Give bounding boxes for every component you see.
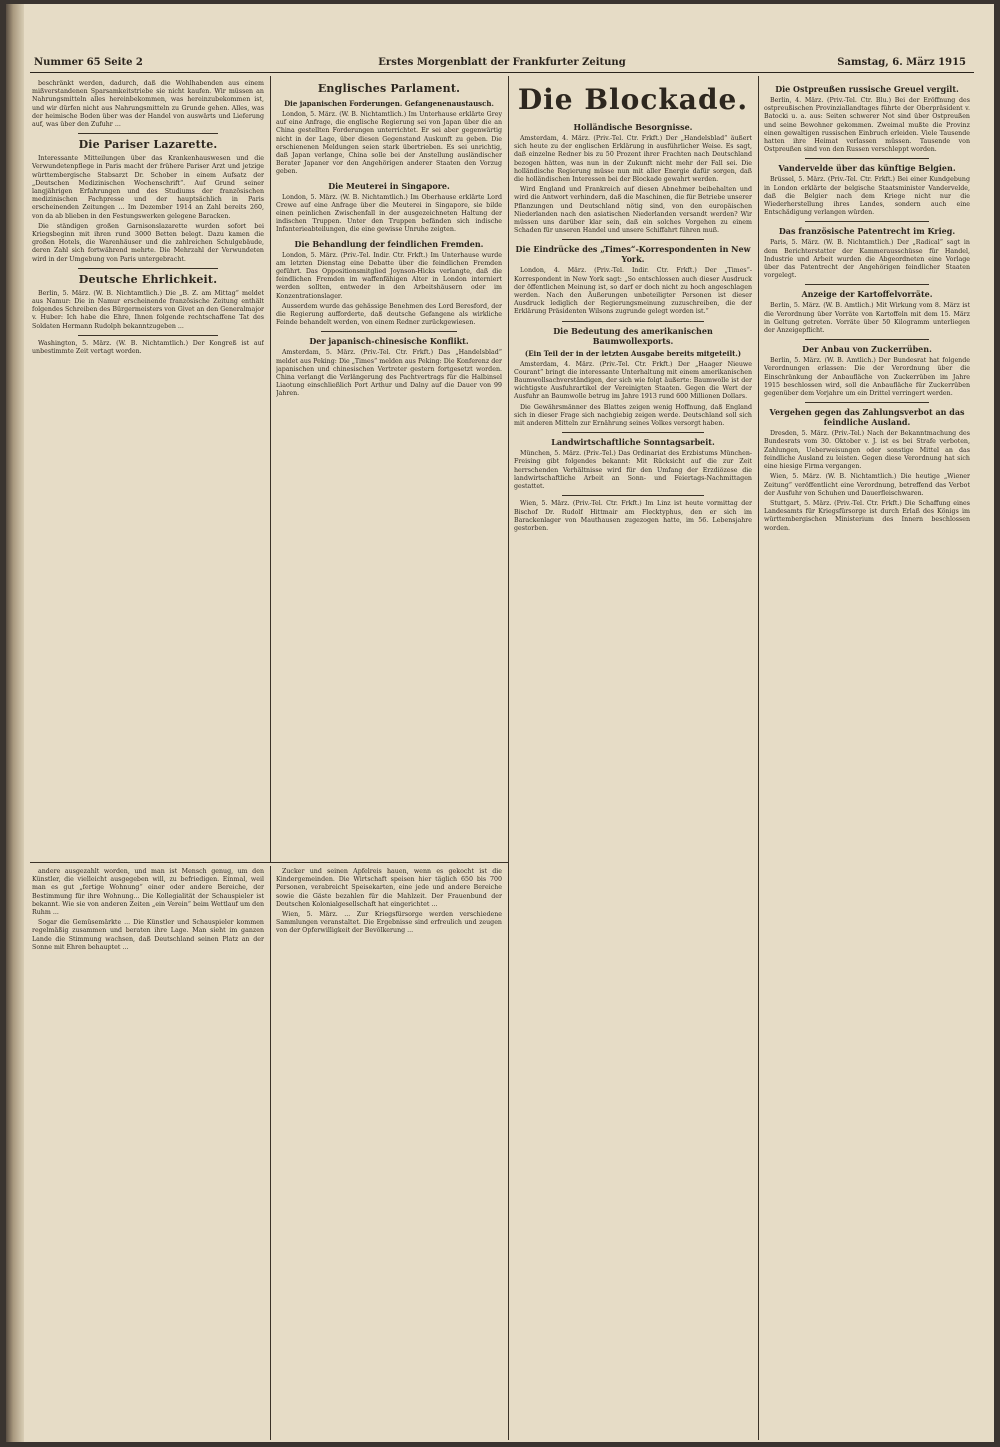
column-4 bbox=[764, 80, 970, 1438]
article-body: Wien, 5. März. (Priv.-Tel. Ctr. Frkft.) Im Linz ist heute vormittag der Bischof Dr. Rudolf Hittmair am Flecktyphus, den er sich im Barackenlager von Mauthausen zugezogen hatte, im 56. Lebensjahre gestorben. bbox=[514, 500, 752, 532]
article-body: Amsterdam, 4. März. (Priv.-Tel. Ctr. Frkft.) Der „Handelsblad“ äußert sich heute zu der englischen Erklärung in ausführlicher Weise. Es sagt, daß einzelne Redner bis zu 50 Prozent ihrer Frachten nach Deutschland bezogen hätten, was nun in der Zukunft nicht mehr der Fall sei. Die holländische Regierung müsse nun mit aller Energie dafür sorgen, daß die holländischen Interessen bei der Blockade gewahrt werden. bbox=[514, 135, 752, 184]
article-body: München, 5. März. (Priv.-Tel.) Das Ordinariat des Erzbistums München-Freising gibt folgendes bekannt: Mit Rücksicht auf die zur Zeit herrschenden Verhältnisse wird für den Umfang der Erzdiözese die landwirtschaftliche Arbeit an Sonn- und Feiertags-Nachmittagen gestattet. bbox=[514, 450, 752, 491]
headline-japanisch-chinesisch: Der japanisch-chinesische Konflikt. bbox=[309, 336, 469, 347]
article-body: Die ständigen großen Garnisonslazarette wurden sofort bei Kriegsbeginn mit ihren rund 3000 Betten belegt. Dazu kamen die großen Hotels, die Warenhäuser und die zahlreichen Schulgebäude, deren Zahl sich fortwährend mehrte. Die Mehrzahl der Verwundeten wird in der Umgebung von Paris untergebracht. bbox=[32, 222, 264, 263]
headline-zahlungsverbot: Vergehen gegen das Zahlungsverbot an das feindliche Ausland. bbox=[769, 407, 965, 428]
headline-zuckerrueben: Der Anbau von Zuckerrüben. bbox=[802, 344, 932, 355]
masthead-title: Erstes Morgenblatt der Frankfurter Zeitung bbox=[378, 57, 626, 68]
headline-englisches-parlament: Englisches Parlament. bbox=[317, 82, 461, 95]
headline-kartoffelvorraete: Anzeige der Kartoffelvorräte. bbox=[801, 289, 933, 300]
feuilleton-text: Sogar die Gemüsemärkte ... Die Künstler und Schauspieler kommen regelmäßig zusammen und beraten ihre Lage. Man sieht im ganzen Lande die Stimmung wachsen, daß Deutschland seinen Platz an der Sonne mit Ehren behauptet ... bbox=[32, 919, 264, 951]
headline-baumwollexport: Die Bedeutung des amerikanischen Baumwollexports. bbox=[553, 325, 713, 346]
article-body: Berlin, 5. März. (W. B. Amtlich.) Der Bundesrat hat folgende Verordnungen erlassen: Die der Verordnung über die Einschränkung der Anbaufläche von Zuckerrüben im Jahre 1915 beschlossen wird, soll die Anbaufläche für Zuckerrüben gegenüber dem Vorjahre um ein Drittel verringert werden. bbox=[764, 357, 970, 398]
article-body: Amsterdam, 5. März. (Priv.-Tel. Ctr. Frkft.) Das „Handelsblad“ meldet aus Peking: Die „Times“ melden aus Peking: Die Konferenz der japanischen und chinesischen Vertreter gestern fortgesetzt worden. China verlangt die Verlängerung des Pachtvertrags für die Halbinsel Liaotung einschließlich Port Arthur und Dalny auf die Dauer von 99 Jahren. bbox=[276, 349, 502, 398]
page-number: Nummer 65 Seite 2 bbox=[34, 57, 143, 68]
feuilleton-column-1 bbox=[32, 868, 264, 1438]
article-body: Washington, 5. März. (W. B. Nichtamtlich.) Der Kongreß ist auf unbestimmte Zeit vertagt worden. bbox=[32, 339, 264, 356]
article-body: Berlin, 4. März. (Priv.-Tel. Ctr. Blu.) Bei der Eröffnung des ostpreußischen Provinziallandtages führte der Oberpräsident v. Batocki u. a. aus: Seiten schwerer Not sind über Ostpreußen und seine Bewohner gekommen. Zweimal mußte die Provinz einen gewaltigen russischen Einbruch erleiden. Viele Tausende hatten ihre Heimat verlassen müssen. Tausende von Ostpreußen sind von den Russen verschleppt worden. bbox=[764, 97, 970, 154]
issue-date: Samstag, 6. März 1915 bbox=[837, 57, 966, 68]
article-body: London, 4. März. (Priv.-Tel. Indir. Ctr. Frkft.) Der „Times“-Korrespondent in New York sagt: „So entschlossen auch dieser Ausdruck der öffentlichen Meinung ist, so darf er doch nicht zu hoch angeschlagen werden. Nach den Äußerungen unbeteiligter Personen ist dieser Ausdruck lediglich der Regierungsmeinung zuzuschreiben, die der Erklärung Präsidenten Wilsons zugrunde gelegt worden ist.“ bbox=[514, 267, 752, 316]
headline-sonntagsarbeit: Landwirtschaftliche Sonntagsarbeit. bbox=[551, 437, 715, 448]
article-body: Wien, 5. März. (W. B. Nichtamtlich.) Die heutige „Wiener Zeitung“ veröffentlicht eine Verordnung, betreffend das Verbot der Ausfuhr von Schuhen und Dauerfleischwaren. bbox=[764, 473, 970, 497]
headline-blockade: Die Blockade. bbox=[517, 83, 749, 116]
article-body: Brüssel, 5. März. (Priv.-Tel. Ctr. Frkft.) Bei einer Kundgebung in London erklärte der belgische Staatsminister Vandervelde, daß die Belgier nach dem Kriege nicht nur die Wiederherstellung ihres Landes, sondern auch eine Entschädigung verlangen würden. bbox=[764, 176, 970, 217]
column-3 bbox=[514, 80, 752, 1438]
feuilleton-rule bbox=[30, 862, 508, 863]
article-body: Ausserdem wurde das gehässige Benehmen des Lord Beresford, der die Regierung aufforderte, daß deutsche Gefangene als wirkliche Feinde behandelt werden, von einem Redner zurückgewiesen. bbox=[276, 302, 502, 327]
feuilleton-column-2 bbox=[276, 868, 502, 1438]
feuilleton-text: andere ausgezahlt worden, und man ist Mensch genug, um den Künstler, die vielleicht ausgegeben will, zu befriedigen. Einmal, weil man es gut „fertige Wohnung“ einer oder andere Bereiche, der Bestimmung für ihre Wohnung... Die Kollegialität der Schauspieler ist bekannt. Wie sie von anderen Zeiten „ein Verein“ beim Wettlauf um den Ruhm ... bbox=[32, 868, 264, 917]
article-body: Paris, 5. März. (W. B. Nichtamtlich.) Der „Radical“ sagt in dem Berichterstatter der Kammerausschüsse für Handel, Industrie und Arbeit wurden die Abgeordneten eine Vorlage über das Patentrecht der Angehörigen feindlicher Staaten vorgelegt. bbox=[764, 239, 970, 280]
column-rule bbox=[508, 76, 509, 1440]
column-rule bbox=[270, 76, 271, 862]
article-body: Die Gewährsmänner des Blattes zeigen wenig Hoffnung, daß England sich in dieser Frage sich nachgiebig zeigen werde. Deutschland soll sich mit anderen Mitteln zur Ernährung seines Volkes versorgt haben. bbox=[514, 403, 752, 428]
column-rule bbox=[758, 76, 759, 1440]
subheadline: (Ein Teil der in der letzten Ausgabe bereits mitgeteilt.) bbox=[524, 348, 742, 358]
headline-ostpreussen: Die Ostpreußen russische Greuel vergilt. bbox=[775, 84, 959, 94]
newspaper-page bbox=[6, 4, 994, 1442]
article-intro: beschränkt werden, dadurch, daß die Wohlhabenden aus einem mißverstandenen Sparsamkeitstriebe sie nicht kaufen. Wir müssen an Nahrungsmitteln alles hereinbekommen, was hereinzubekommen ist, und wir dürfen nicht aus Nahrungsmitteln zu Grunde gehen. Alles, was der heimische Boden über was der Handel von auswärts und Lieferung auf, was über den Zufuhr ... bbox=[32, 80, 264, 129]
article-body: Dresden, 5. März. (Priv.-Tel.) Nach der Bekanntmachung des Bundesrats vom 30. Oktober v. J. ist es bei Strafe verboten, Zahlungen, Ueberweisungen oder sonstige Mittel an das feindliche Ausland zu leisten. Gegen diese Verordnung hat sich eine hiesige Firma vergangen. bbox=[764, 430, 970, 471]
headline-times-korrespondent: Die Eindrücke des „Times“-Korrespondenten in New York. bbox=[515, 244, 751, 265]
article-body: Stuttgart, 5. März. (Priv.-Tel. Ctr. Frkft.) Die Schaffung eines Landesamts für Kriegsfürsorge ist durch Erlaß des Königs im württembergischen Ministerium des Innern beschlossen worden. bbox=[764, 499, 970, 532]
article-body: Berlin, 5. März. (W. B. Amtlich.) Mit Wirkung vom 8. März ist die Verordnung über Vorräte von Kartoffeln mit dem 15. März in Geltung getreten. Vorräte über 50 Kilogramm unterliegen der Anzeigepflicht. bbox=[764, 302, 970, 335]
article-body: London, 5. März. (W. B. Nichtamtlich.) Im Unterhause erklärte Grey auf eine Anfrage, die englische Regierung sei von Japan über die an China gestellten Forderungen unterrichtet. Er sei aber gegenwärtig nicht in der Lage, über diesen Gegenstand Auskunft zu geben. Die erschienenen Meldungen seien stark übertrieben. Es sei unrichtig, daß Japan verlange, China solle bei der Anstellung ausländischer Berater Japaner vor den Angehörigen anderer Staaten den Vorzug geben. bbox=[276, 111, 502, 176]
page-header bbox=[30, 56, 974, 73]
subheadline: Die japanischen Forderungen. Gefangenenaustausch. bbox=[284, 99, 494, 108]
article-body: Wird England und Frankreich auf diesen Abnehmer beibehalten und wird die Antwort verhindern, daß die Maschinen, die für Betriebe unserer Pflanzungen und Deutschland nötig sind, von den europäischen Niederlanden nach den asiatischen Niederlanden versandt werden? Wir müssen uns darüber klar sein, daß ein solches Vorgehen zu einem Schaden für unseren Handel und unsere Schiffahrt führen muß. bbox=[514, 186, 752, 235]
feuilleton-text: Wien, 5. März. ... Zur Kriegsfürsorge werden verschiedene Sammlungen veranstaltet. Die Ergebnisse sind erfreulich und zeugen von der Opferwilligkeit der Bevölkerung ... bbox=[276, 911, 502, 935]
headline-hollaendische-besorgnisse: Holländische Besorgnisse. bbox=[573, 122, 693, 132]
headline-feindliche-fremden: Die Behandlung der feindlichen Fremden. bbox=[294, 238, 484, 249]
article-body: London, 5. März. (W. B. Nichtamtlich.) Im Oberhause erklärte Lord Crewe auf eine Anfrage über die Meuterei in Singapore, sie bilde einen peinlichen Zwischenfall in der ausgezeichneten Haltung der indischen Truppen. Unter den Truppen befänden sich indische Infanterieabteilungen, die eine gewisse Unruhe zeigten. bbox=[276, 193, 502, 234]
column-rule bbox=[270, 866, 271, 1440]
column-2 bbox=[276, 80, 502, 860]
article-body: London, 5. März. (Priv.-Tel. Indir. Ctr. Frkft.) Im Unterhause wurde am letzten Dienstag eine Debatte über die feindlichen Fremden geführt. Das Oppositionsmitglied Joynson-Hicks verlangte, daß die feindlichen Fremden im waffenfähigen Alter in London interniert werden sollten, entweder in den Arbeitshäusern oder im Konzentrationslager. bbox=[276, 251, 502, 300]
feuilleton-text: Zucker und seinen Apfelreis hauen, wenn es gekocht ist die Kindergemeinden. Die Wirtschaft speisen hier täglich 650 bis 700 Personen, verabreicht Speisekarten, eine jede und andere Bereiche sowie die Gäste bezahlen für die Mahlzeit. Der Frauenbund der Deutschen Kolonialgesellschaft hat eingerichtet ... bbox=[276, 868, 502, 908]
headline-pariser-lazarette: Die Pariser Lazarette. bbox=[78, 138, 218, 152]
article-body: Amsterdam, 4. März. (Priv.-Tel. Ctr. Frkft.) Der „Haager Nieuwe Courant“ bringt die interessante Unterhaltung mit einem amerikanischen Baumwollsachverständigen, der sich wie folgt äußerte: Baumwolle ist der wichtigste Ausfuhrartikel der Vereinigten Staaten. Gegen die Wert der Ausfuhr an Baumwolle betrug im Jahre 1913 rund 600 Millionen Dollars. bbox=[514, 360, 752, 401]
headline-patentrecht: Das französische Patentrecht im Krieg. bbox=[778, 226, 956, 237]
headline-vandervelde: Vandervelde über das künftige Belgien. bbox=[778, 163, 956, 174]
column-1 bbox=[32, 80, 264, 860]
article-body: Interessante Mitteilungen über das Krankenhauswesen und die Verwundetenpflege in Paris macht der frühere Pariser Arzt und jetzige württembergische Stabsarzt Dr. Schober in einem Aufsatz der „Deutschen Medizinischen Wochenschrift“. Auf Grund seiner langjährigen Erfahrungen und des Studiums der französischen medizinischen Fachpresse und der hauptsächlich in Paris erscheinenden Zeitungen ... Im Dezember 1914 an Zahl bereits 260, von da ab blieben in den Festungswerken gelegene Baracken. bbox=[32, 155, 264, 220]
article-body: Berlin, 5. März. (W. B. Nichtamtlich.) Die „B. Z. am Mittag“ meldet aus Namur: Die in Namur erscheinende französische Zeitung enthält folgendes Schreiben des Bürgermeisters von Givet an den Generalmajor v. Huber: Ich habe die Ehre, Ihnen folgende rechtschaffene Tat des Soldaten Hermann Rudolph bekanntzugeben ... bbox=[32, 289, 264, 330]
headline-meuterei-singapore: Die Meuterei in Singapore. bbox=[328, 180, 450, 191]
headline-deutsche-ehrlichkeit: Deutsche Ehrlichkeit. bbox=[78, 272, 218, 286]
